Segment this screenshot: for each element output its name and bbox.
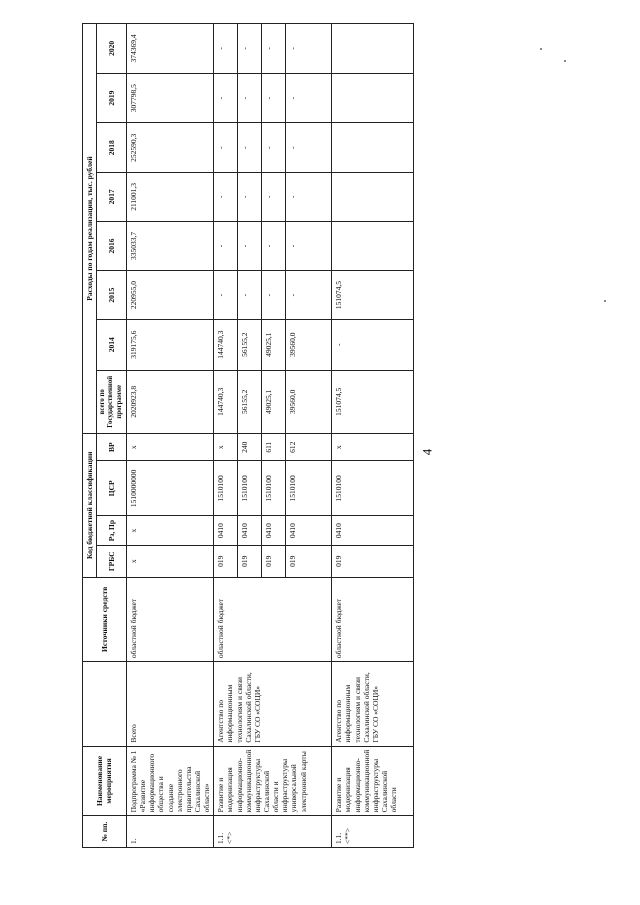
cell-year-value: - — [286, 24, 332, 74]
header-year: 2017 — [97, 173, 127, 222]
cell-year-value: - — [238, 271, 262, 320]
budget-table — [82, 23, 414, 848]
scan-speck — [540, 48, 542, 50]
header-budget-code: Код бюджетной классификации — [83, 433, 97, 577]
cell-year-value — [332, 221, 414, 271]
cell-year-value: 56155,2 — [238, 319, 262, 370]
cell-year-value: - — [286, 73, 332, 123]
header-year: 2015 — [97, 271, 127, 320]
cell-num: 1. — [126, 816, 213, 848]
cell-total: 56155,2 — [238, 370, 262, 433]
header-num: № пп. — [83, 816, 127, 848]
cell-year-value: 335033,7 — [126, 221, 213, 271]
cell-csr: 1510100 — [332, 461, 414, 516]
cell-year-value: 49025,1 — [262, 319, 286, 370]
header-grbs: ГРБС — [97, 545, 127, 577]
scan-speck — [604, 300, 606, 302]
cell-total: 49025,1 — [262, 370, 286, 433]
cell-year-value: - — [214, 221, 238, 271]
cell-year-value: 252590,3 — [126, 123, 213, 173]
cell-total: 151074,5 — [332, 370, 414, 433]
cell-year-value: - — [214, 123, 238, 173]
cell-year-value: - — [262, 221, 286, 271]
cell-num: 1.1. <*> — [214, 816, 332, 848]
cell-year-value: - — [262, 271, 286, 320]
cell-year-value: - — [238, 73, 262, 123]
cell-grbs: 019 — [262, 545, 286, 577]
cell-executor: Всего — [126, 662, 213, 747]
cell-year-value: - — [262, 73, 286, 123]
cell-total: 39560,0 — [286, 370, 332, 433]
cell-csr: 1510100 — [262, 461, 286, 516]
cell-grbs: 019 — [214, 545, 238, 577]
cell-vr: х — [214, 433, 238, 460]
table-row — [126, 24, 213, 848]
cell-year-value — [332, 173, 414, 222]
header-year: 2014 — [97, 319, 127, 370]
cell-year-value: - — [286, 173, 332, 222]
header-vr: ВР — [97, 433, 127, 460]
cell-source: областной бюджет — [126, 577, 213, 662]
header-year: 2020 — [97, 24, 127, 74]
scan-speck — [564, 60, 566, 62]
header-name: Наименование мероприятия — [83, 746, 127, 816]
cell-year-value: - — [286, 271, 332, 320]
cell-csr: 1510000000 — [126, 461, 213, 516]
cell-year-value: - — [238, 24, 262, 74]
cell-year-value — [332, 123, 414, 173]
cell-year-value: - — [214, 24, 238, 74]
header-csr: ЦСР — [97, 461, 127, 516]
cell-year-value: 220955,0 — [126, 271, 213, 320]
cell-rzpr: 0410 — [332, 516, 414, 546]
cell-name: Подпрограмма № 1 «Развитие информационного общества и создание электронного правительства Сахалинской области» — [126, 746, 213, 816]
cell-year-value: - — [214, 271, 238, 320]
cell-csr: 1510100 — [238, 461, 262, 516]
cell-year-value: - — [286, 221, 332, 271]
cell-year-value: - — [238, 123, 262, 173]
cell-year-value: - — [262, 123, 286, 173]
cell-vr: х — [126, 433, 213, 460]
rotated-table-wrapper — [82, 23, 470, 848]
cell-year-value: 319175,6 — [126, 319, 213, 370]
cell-name: Развитие и модернизация информационно-коммуникационной инфраструктуры Сахалинской области и инфраструктуры универсальной электронной карты — [214, 746, 332, 816]
cell-name: Развитие и модернизация информационно-коммуникационной инфраструктуры Сахалинской области — [332, 746, 414, 816]
cell-rzpr: 0410 — [214, 516, 238, 546]
header-rzpr: Рз, Пр — [97, 516, 127, 546]
header-year: 2019 — [97, 73, 127, 123]
cell-year-value: 151074,5 — [332, 271, 414, 320]
cell-year-value: 144740,3 — [214, 319, 238, 370]
cell-grbs: 019 — [238, 545, 262, 577]
header-year: 2016 — [97, 221, 127, 271]
cell-executor: Агентство по информационным технологиям и связи Сахалинской области, ГБУ СО «СОЦИ» — [332, 662, 414, 747]
cell-executor: Агентство по информационным технологиям и связи Сахалинской области, ГБУ СО «СОЦИ» — [214, 662, 332, 747]
cell-year-value: - — [214, 73, 238, 123]
cell-year-value: - — [286, 123, 332, 173]
cell-grbs: 019 — [332, 545, 414, 577]
header-expenses: Расходы по годам реализации, тыс. рублей — [83, 24, 97, 434]
cell-csr: 1510100 — [214, 461, 238, 516]
cell-source: областной бюджет — [214, 577, 332, 662]
table-row — [214, 24, 238, 848]
page-number: 4 — [419, 448, 435, 456]
table-row — [332, 24, 414, 848]
cell-total: 2020923,8 — [126, 370, 213, 433]
cell-year-value: 211001,3 — [126, 173, 213, 222]
cell-year-value: - — [214, 173, 238, 222]
cell-vr: 611 — [262, 433, 286, 460]
cell-year-value: 374369,4 — [126, 24, 213, 74]
cell-grbs: х — [126, 545, 213, 577]
cell-year-value: - — [238, 173, 262, 222]
cell-year-value: - — [332, 319, 414, 370]
cell-source: областной бюджет — [332, 577, 414, 662]
cell-year-value: 39560,0 — [286, 319, 332, 370]
cell-total: 144740,3 — [214, 370, 238, 433]
cell-rzpr: х — [126, 516, 213, 546]
cell-year-value: 307798,5 — [126, 73, 213, 123]
cell-csr: 1510100 — [286, 461, 332, 516]
cell-grbs: 019 — [286, 545, 332, 577]
header-year: 2018 — [97, 123, 127, 173]
cell-year-value: - — [262, 24, 286, 74]
cell-rzpr: 0410 — [238, 516, 262, 546]
cell-vr: х — [332, 433, 414, 460]
cell-year-value: - — [262, 173, 286, 222]
cell-vr: 240 — [238, 433, 262, 460]
cell-year-value — [332, 73, 414, 123]
cell-num: 1.1. <**> — [332, 816, 414, 848]
cell-rzpr: 0410 — [286, 516, 332, 546]
header-source: Источники средств — [83, 577, 127, 662]
cell-rzpr: 0410 — [262, 516, 286, 546]
cell-vr: 612 — [286, 433, 332, 460]
cell-year-value — [332, 24, 414, 74]
cell-year-value: - — [238, 221, 262, 271]
header-total: всего по Государственной программе — [97, 370, 127, 433]
header-executor — [83, 662, 127, 747]
